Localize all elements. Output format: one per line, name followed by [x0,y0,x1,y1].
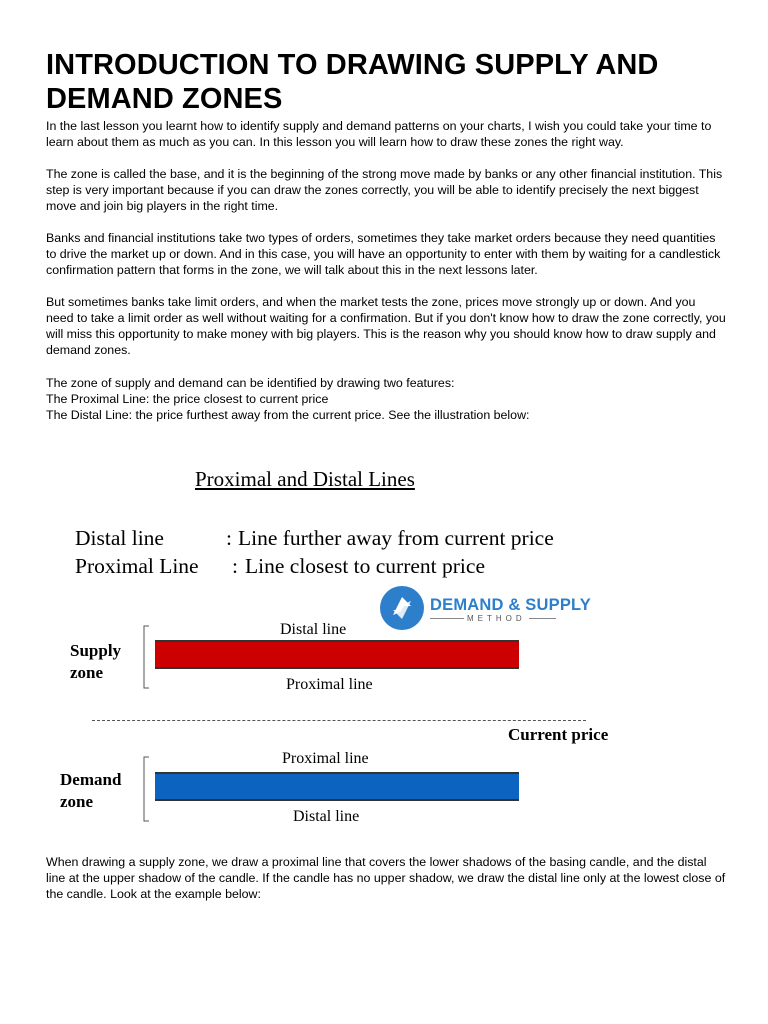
paragraph-features: The zone of supply and demand can be identified by drawing two features: [46,376,455,390]
supply-proximal-label: Proximal line [286,676,373,693]
page-title: INTRODUCTION TO DRAWING SUPPLY AND DEMAND ZONES [46,49,659,115]
paragraph-limit-orders: But sometimes banks take limit orders, and when the market tests the zone, prices move strongly up or down. And you need to take a limit order as well without waiting for a confirmation. But if you don't know how to draw the zone correctly, you will miss this opportunity to make money with big players. This is the reason why you should know how to draw supply and demand zones. [46,295,726,357]
definition-separator-proximal: : [232,554,238,578]
demand-distal-label: Distal line [293,808,360,825]
demand-distal-line [155,799,519,801]
logo-name: DEMAND & SUPPLY [430,596,591,614]
demand-zone-bracket [142,756,150,822]
paragraph-proximal: The Proximal Line: the price closest to current price [46,392,329,406]
supply-zone-bracket [142,625,150,689]
paragraph-intro: In the last lesson you learnt how to identify supply and demand patterns on your charts, I wish you could take your time to learn about them as much as you can. In this lesson you will learn how to draw these zones the right way. [46,119,712,149]
supply-zone-label-line2: zone [70,663,104,682]
supply-distal-label: Distal line [280,621,347,638]
definition-separator-distal: : [226,526,232,550]
demand-proximal-label: Proximal line [282,750,369,767]
supply-zone-label-line1: Supply [70,641,122,660]
logo-sub: METHOD [464,614,529,623]
current-price-label: Current price [508,725,609,744]
definition-label-distal: Distal line [75,526,164,550]
proximal-distal-illustration [46,440,626,835]
demand-zone-bar [155,774,519,799]
supply-proximal-line [155,667,519,669]
current-price-line [92,720,586,721]
figure-title: Proximal and Distal Lines [195,467,415,491]
paragraph-distal: The Distal Line: the price furthest away from the current price. See the illustration below: [46,408,530,422]
supply-zone-bar [155,642,519,667]
paragraph-base: The zone is called the base, and it is the beginning of the strong move made by banks or any other financial institution. This step is very important because if you can draw the zones correctly, you will be able to identify precisely the next biggest move and join big players in the right time. [46,167,723,213]
demand-zone-label-line2: zone [60,792,94,811]
demand-supply-logo-icon [379,585,425,631]
definition-label-proximal: Proximal Line [75,554,199,578]
demand-zone-label-line1: Demand [60,770,122,789]
definition-text-proximal: Line closest to current price [245,554,485,578]
definition-text-distal: Line further away from current price [238,526,554,550]
paragraph-supply-zone-drawing: When drawing a supply zone, we draw a proximal line that covers the lower shadows of the basing candle, and the distal line at the upper shadow of the candle. If the candle has no upper shadow, we draw the distal line only at the lowest close of the candle. Look at the example below: [46,855,726,901]
paragraph-orders: Banks and financial institutions take two types of orders, sometimes they take market orders because they need quantities to drive the market up or down. And in this case, you will have an opportunity to enter with them by waiting for a candlestick confirmation pattern that forms in the zone, we will talk about this in the next lessons later. [46,231,721,277]
